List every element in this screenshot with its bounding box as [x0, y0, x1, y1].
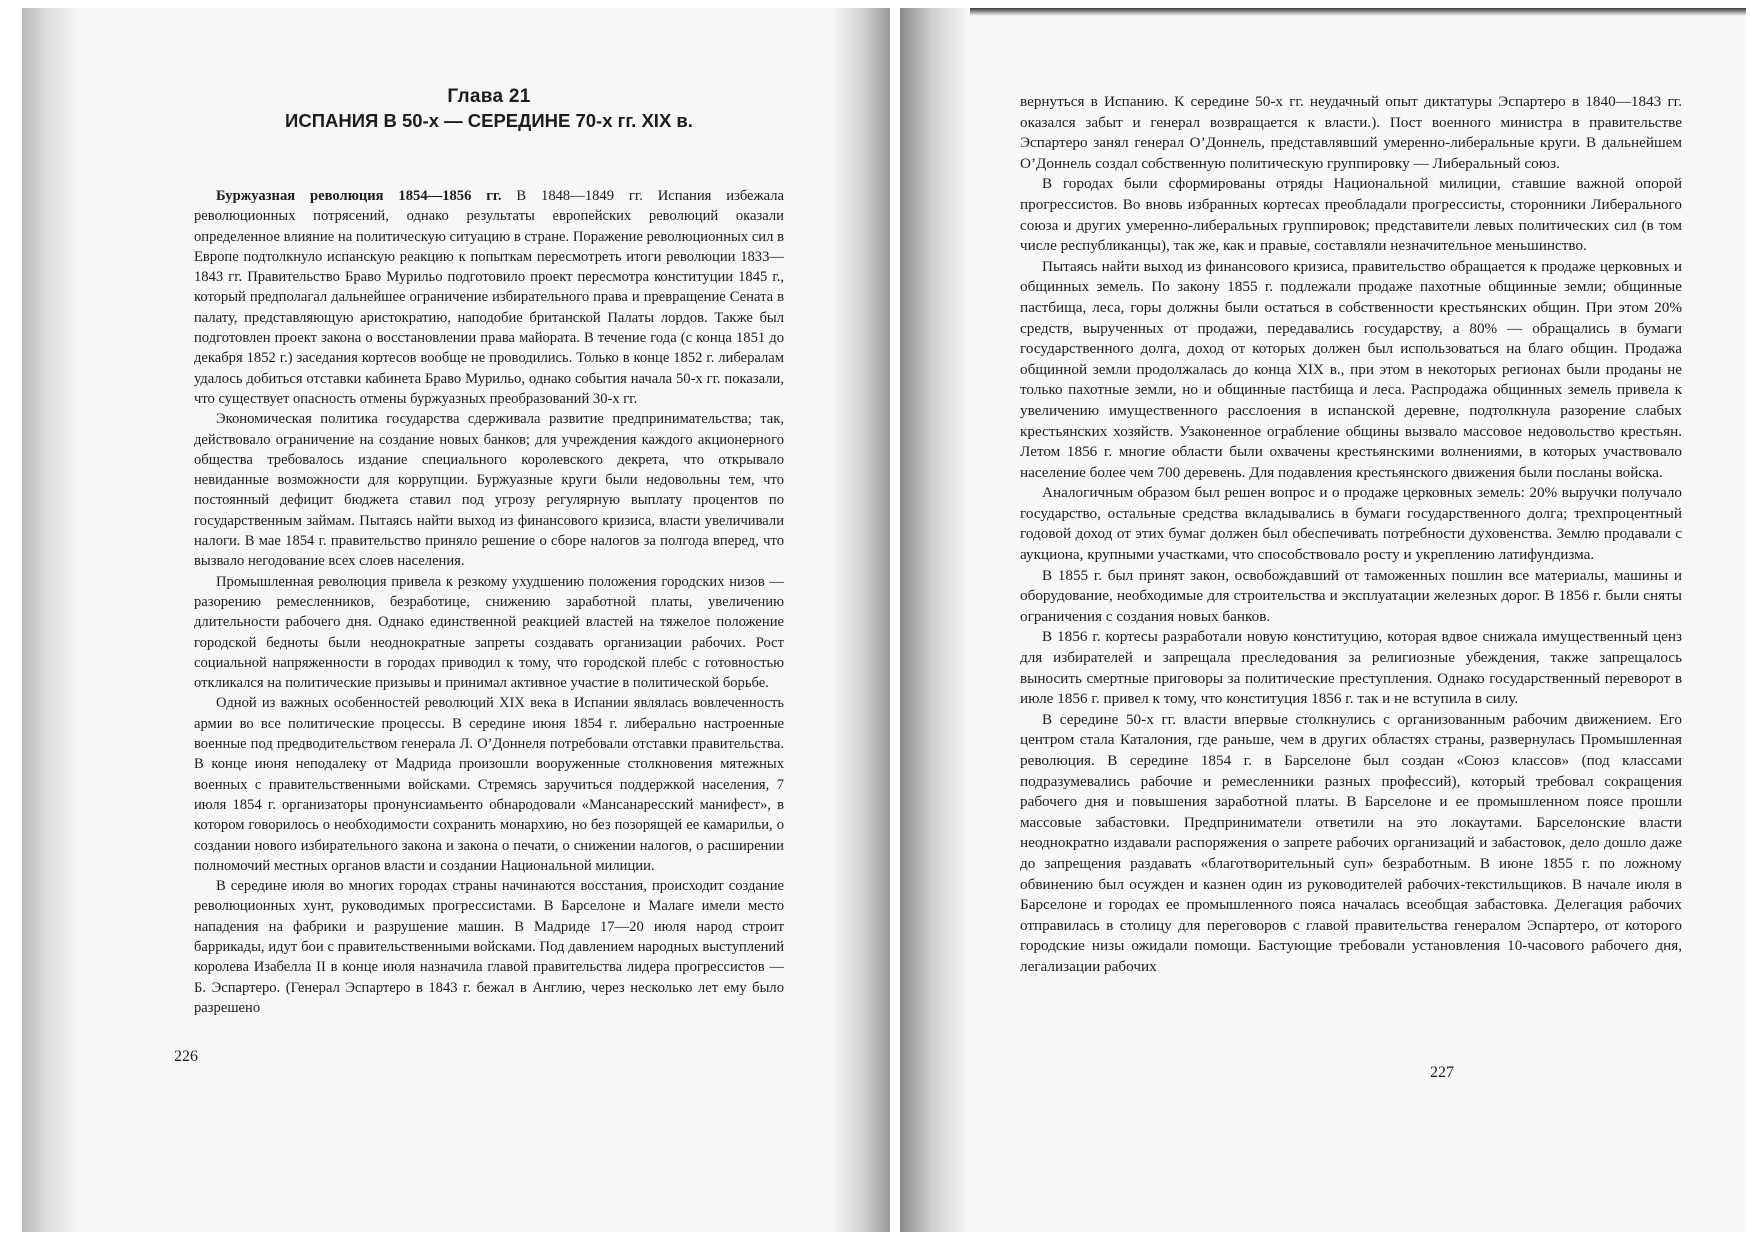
paragraph: Буржуазная революция 1854—1856 гг. В 1848—1849 гг. Испания избежала революционных потрясений, однако результаты европейских революций оказали определенное влияние на политическую ситуацию в стране. Поражение революционных сил в Европе подтолкнуло испанскую реакцию к попыткам пересмотреть итоги революции 1833—1843 гг. Правительство Браво Мурильо подготовило проект пересмотра конституции 1845 г., который предполагал дальнейшее ограничение избирательного права и превращение Сената в палату, представляющую аристократию, наподобие британской Палаты лордов. Также был подготовлен проект закона о восстановлении права майората. В течение года (с конца 1851 до декабря 1852 г.) заседания кортесов вообще не проводились. Только в конце 1852 г. либералам удалось добиться отставки кабинета Браво Мурильо, однако события начала 50-х гг. показали, что существует опасность отмены буржуазных преобразований 30-х гг. [194, 188, 784, 407]
paragraph: вернуться в Испанию. К середине 50-х гг. неудачный опыт диктатуры Эспартеро в 1840—1843 гг. оказался забыт и генерал возвращается к власти.). Пост военного министра в правительстве Эспартеро занял генерал О’Доннель, представлявший умеренно-либеральные круги. В дальнейшем О’Доннель создал собственную политическую группировку — Либеральный союз. [1020, 93, 1682, 172]
paragraph: Экономическая политика государства сдерживала развитие предпринимательства; так, действовало ограничение на создание новых банков; для учреждения каждого акционерного общества требовалось издание специального королевского декрета, что открывало невиданные возможности для коррупции. Буржуазные круги были недовольны тем, что постоянный дефицит бюджета ставил под угрозу регулярную выплату процентов по государственным займам. Пытаясь найти выход из финансового кризиса, власти увеличивали налоги. В мае 1854 г. правительство приняло решение о сборе налогов за полгода вперед, что вызвало негодование всех слоев населения. [194, 411, 784, 570]
section-heading: Буржуазная революция 1854—1856 гг. [216, 188, 502, 204]
left-page-content [194, 86, 784, 1018]
page-number: 227 [1430, 1064, 1454, 1081]
right-page [900, 8, 1746, 1232]
binding-shadow [900, 8, 970, 1232]
paragraph: Одной из важных особенностей революций XIX века в Испании являлась вовлеченность армии во все политические процессы. В середине июня 1854 г. либерально настроенные военные под предводительством генерала Л. О’Доннеля потребовали отставки правительства. В конце июня неподалеку от Мадрида произошли вооруженные столкновения мятежных военных с правительственными войсками. Стремясь заручиться поддержкой населения, 7 июля 1854 г. организаторы пронунсиамьенто обнародовали «Мансанаресский манифест», в котором говорилось о необходимости сохранить монархию, но без позорящей ее камарильи, о создании нового избирательного закона и закона о печати, о снижении налогов, о расширении полномочий местных органов власти и создании Национальной милиции. [194, 695, 784, 874]
page-number: 226 [174, 1048, 198, 1065]
chapter-title: ИСПАНИЯ В 50-х — СЕРЕДИНЕ 70-х гг. XIX в. [285, 110, 693, 131]
paragraph: Промышленная революция привела к резкому ухудшению положения городских низов — разорению ремесленников, безработице, снижению заработной платы, увеличению длительности рабочего дня. Однако единственной реакцией властей на тяжелое положение городской бедноты были неоднократные запреты создавать организации рабочих. Рост социальной напряженности в городах приводил к тому, что городской плебс с готовностью откликался на политические призывы и принимал активное участие в политической борьбе. [194, 573, 784, 692]
right-page-content [1020, 92, 1682, 978]
paragraph: В середине 50-х гг. власти впервые столкнулись с организованным рабочим движением. Его центром стала Каталония, где раньше, чем в других областях страны, развернулась Промышленная революция. В середине 1854 г. в Барселоне был создан «Союз классов» (под классами подразумевались рабочие и ремесленники разных профессий), который требовал сокращения рабочего дня и повышения заработной платы. В Барселоне и ее промышленном поясе прошли массовые забастовки. Предприниматели ответили на это локаутами. Барселонские власти неоднократно издавали распоряжения о запрете рабочих организаций и забастовок, дело дошло даже до запрещения раздавать «благотворительный суп» безработным. В июне 1855 г. по ложному обвинению был осужден и казнен один из руководителей рабочих-текстильщиков. В начале июля в Барселоне и городах ее промышленного пояса началась всеобщая забастовка. Делегация рабочих отправилась в столицу для переговоров с главой правительства генералом Эспартеро, от которого городские низы ожидали помощи. Бастующие требовали установления 10-часового рабочего дня, легализации рабочих [1020, 710, 1682, 975]
paragraph: В городах были сформированы отряды Национальной милиции, ставшие важной опорой прогрессистов. Во вновь избранных кортесах преобладали прогрессисты, сторонники Либерального союза и других умеренно-либеральных группировок; представители левых политических сил (в том числе республиканцы), так же, как и правые, составляли незначительное меньшинство. [1020, 175, 1682, 255]
right-page-text [1020, 92, 1682, 978]
page-edge-shadow [22, 8, 82, 1232]
left-page [22, 8, 890, 1232]
chapter-number: Глава 21 [447, 86, 531, 107]
paragraph: Аналогичным образом был решен вопрос и о продаже церковных земель: 20% выручки получало государство, остальные средства вкладывались в бумаги государственного долга; трехпроцентный годовой доход от этих бумаг должен был обеспечивать потребности духовенства. Землю продавали с аукциона, крупными участками, что способствовало росту и укреплению латифундизма. [1020, 484, 1682, 564]
paragraph: Пытаясь найти выход из финансового кризиса, правительство обращается к продаже церковных и общинных земель. По закону 1855 г. подлежали продаже пахотные общинные земли; общинные пастбища, леса, горы должны были остаться в собственности крестьянских общин. При этом 20% средств, вырученных от продажи, передавались государству, а 80% — обращались в бумаги государственного долга, доход от которых должен был использоваться на благо общин. Продажа общинной земли продолжалась до конца XIX в., при этом в некоторых регионах были проданы не только пахотные земли, но и общинные пастбища и леса. Распродажа общинных земель привела к увеличению имущественного расслоения в испанской деревне, подтолкнула разорение слабых крестьянских хозяйств. Узаконенное ограбление общины вызвало массовое недовольство крестьян. Летом 1856 г. многие области были охвачены крестьянскими волнениями, в которых участвовало население более чем 700 деревень. Для подавления крестьянского движения были посланы войска. [1020, 257, 1682, 481]
left-page-text [194, 186, 784, 1018]
paragraph: В середине июля во многих городах страны начинаются восстания, происходит создание революционных хунт, руководимых прогрессистами. В Барселоне и Малаге имели место нападения на фабрики и разрушение машин. В Мадриде 17—20 июля народ строит баррикады, идут бои с правительственными войсками. Под давлением народных выступлений королева Изабелла II в конце июля назначила главой правительства лидера прогрессистов — Б. Эспартеро. (Генерал Эспартеро в 1843 г. бежал в Англию, через несколько лет ему было разрешено [194, 878, 784, 1016]
page-top-shadow [970, 8, 1746, 16]
paragraph: В 1855 г. был принят закон, освобождавший от таможенных пошлин все материалы, машины и оборудование, необходимые для строительства и эксплуатации железных дорог. В 1856 г. были сняты ограничения с создания новых банков. [1020, 566, 1682, 625]
binding-shadow [830, 8, 890, 1232]
paragraph: В 1856 г. кортесы разработали новую конституцию, которая вдвое снижала имущественный ценз для избирателей и запрещала преследования за религиозные убеждения, также запрещалось выносить смертные приговоры за политические преступления. Однако государственный переворот в июле 1856 г. привел к тому, что конституция 1856 г. так и не вступила в силу. [1020, 628, 1682, 708]
